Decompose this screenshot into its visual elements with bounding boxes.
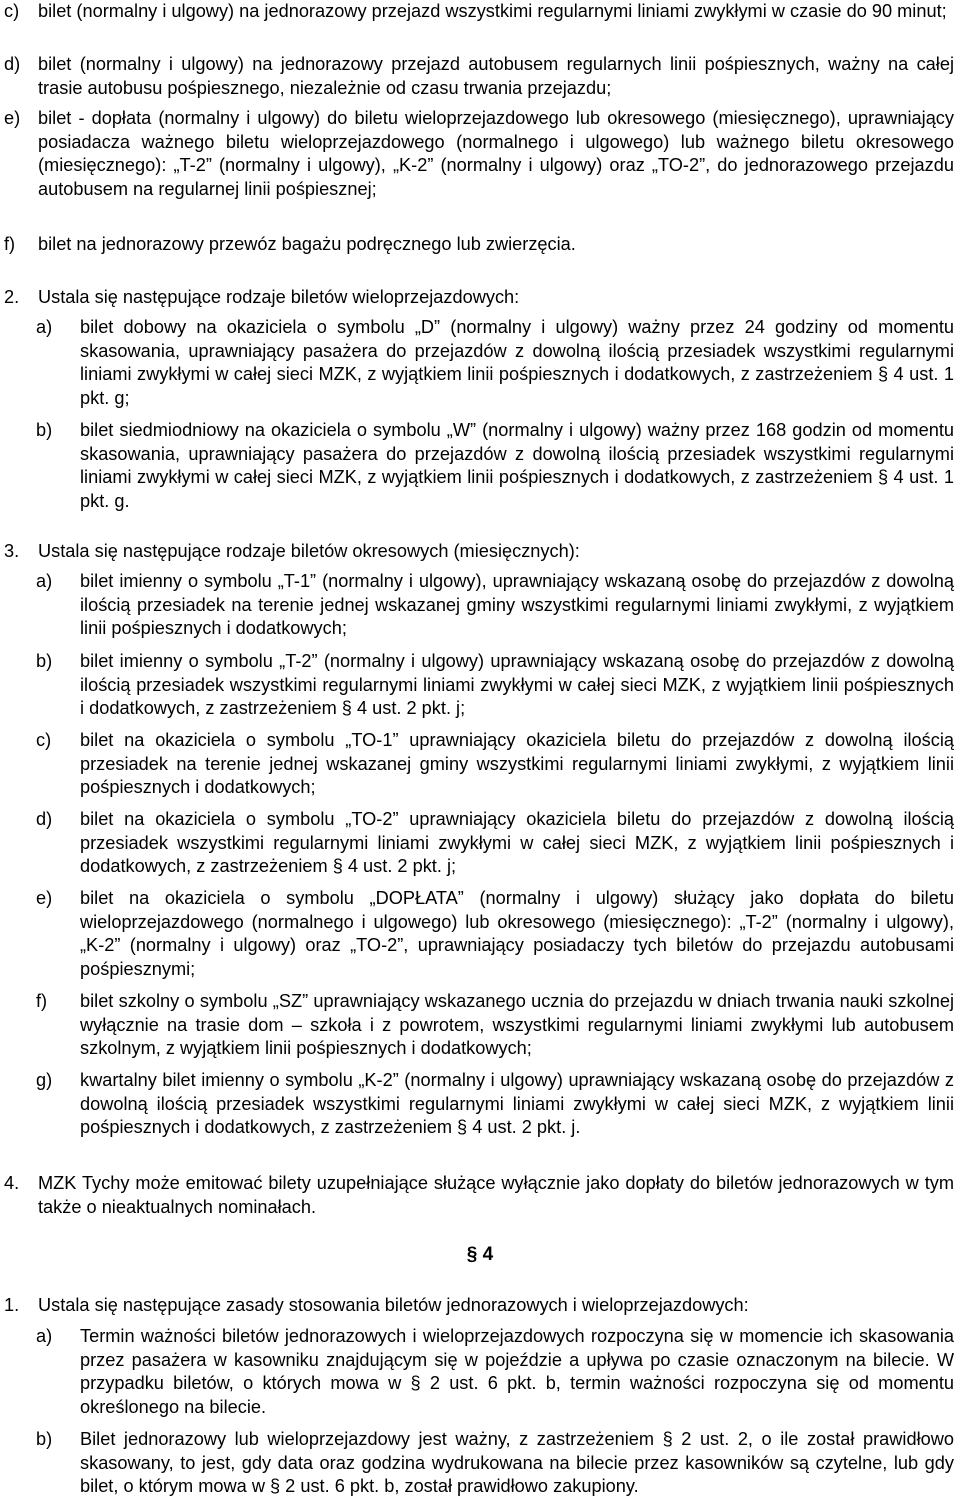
point-number: 4. xyxy=(4,1173,20,1193)
point-text: MZK Tychy może emitować bilety uzupełniające służące wyłącznie jako dopłaty do biletów jednorazowych w tym także o nieaktualnych nominałach. xyxy=(38,1173,954,1217)
point-number: 2. xyxy=(4,287,20,307)
item-label: f) xyxy=(36,991,48,1011)
item-text: bilet imienny o symbolu „T-2” (normalny i ulgowy) uprawniający wskazaną osobę do przejazdów z dowolną ilością przesiadek wszystkimi regularnymi liniami zwykłymi w całej sieci MZK, z wyjątkiem linii pośpiesznych i dodatkowych, z zastrzeżeniem § 4 ust. 2 pkt. j; xyxy=(80,651,954,718)
section-heading: § 4 xyxy=(466,1244,494,1265)
item-text: bilet na okaziciela o symbolu „TO-2” uprawniający okaziciela biletu do przejazdów z dowolną ilością przesiadek wszystkimi regularnymi liniami zwykłymi w całej sieci MZK, z wyjątkiem linii pośpiesznych i dodatkowych, z zastrzeżeniem § 4 ust. 2 pkt. j; xyxy=(80,809,954,876)
point-text: Ustala się następujące rodzaje biletów wieloprzejazdowych: xyxy=(38,287,520,307)
point-text: Ustala się następujące zasady stosowania biletów jednorazowych i wieloprzejazdowych: xyxy=(38,1295,749,1315)
item-label: a) xyxy=(36,1326,53,1346)
item-label: f) xyxy=(4,234,16,254)
item-text: bilet imienny o symbolu „T-1” (normalny i ulgowy), uprawniający wskazaną osobę do przejazdów z dowolną ilością przesiadek na terenie jednej wskazanej gminy wszystkimi regularnymi liniami zwykłymi, z wyjątkiem linii pośpiesznych i dodatkowych; xyxy=(80,571,954,638)
item-text: kwartalny bilet imienny o symbolu „K-2” (normalny i ulgowy) uprawniający wskazaną osobę do przejazdów z dowolną ilością przesiadek wszystkimi regularnymi liniami zwykłymi w całej sieci MZK, z wyjątkiem linii pośpiesznych i dodatkowych, z zastrzeżeniem § 4 ust. 2 pkt. j. xyxy=(80,1070,954,1137)
item-label: e) xyxy=(36,888,53,908)
item-text: bilet szkolny o symbolu „SZ” uprawniający wskazanego ucznia do przejazdu w dniach trwania nauki szkolnej wyłącznie na trasie dom – szkoła i z powrotem, wszystkimi regularnymi liniami zwykłymi lub autobusem szkolnym, z wyjątkiem linii pośpiesznych i dodatkowych; xyxy=(80,991,954,1058)
item-label: b) xyxy=(36,651,53,671)
item-label: a) xyxy=(36,317,53,337)
item-label: b) xyxy=(36,420,53,440)
item-label: g) xyxy=(36,1070,53,1090)
item-text: Bilet jednorazowy lub wieloprzejazdowy jest ważny, z zastrzeżeniem § 2 ust. 2, o ile został prawidłowo skasowany, to jest, gdy data oraz godzina wydrukowana na bilecie przez kasowników są czytelne, lub gdy bilet, o którym mowa w § 2 ust. 6 pkt. b, został prawidłowo zakupiony. xyxy=(80,1429,954,1496)
item-text: bilet - dopłata (normalny i ulgowy) do biletu wieloprzejazdowego lub okresowego (miesięcznego), uprawniający posiadacza ważnego biletu wieloprzejazdowego (normalnego i ulgowego) lub ważnego biletu okresowego (miesięcznego): „T-2” (normalny i ulgowy), „K-2” (normalny i ulgowy) oraz „TO-2”, do jednorazowego przejazdu autobusem na regularnej linii pośpiesznej; xyxy=(38,108,954,199)
item-label: a) xyxy=(36,571,53,591)
item-text: bilet (normalny i ulgowy) na jednorazowy przejazd wszystkimi regularnymi liniami zwykłymi w czasie do 90 minut; xyxy=(38,1,947,21)
item-text: bilet dobowy na okaziciela o symbolu „D” (normalny i ulgowy) ważny przez 24 godziny od momentu skasowania, uprawniający pasażera do przejazdów z dowolną ilością przesiadek wszystkimi regularnymi liniami zwykłymi w całej sieci MZK, z wyjątkiem linii pośpiesznych i dodatkowych, z zastrzeżeniem § 4 ust. 1 pkt. g; xyxy=(80,317,954,408)
item-label: c) xyxy=(36,730,52,750)
item-label: c) xyxy=(4,1,20,21)
point-number: 3. xyxy=(4,541,20,561)
item-text: bilet na okaziciela o symbolu „TO-1” uprawniający okaziciela biletu do przejazdów z dowolną ilością przesiadek na terenie jednej wskazanej gminy wszystkimi regularnymi liniami zwykłymi, z wyjątkiem linii pośpiesznych i dodatkowych; xyxy=(80,730,954,797)
item-label: d) xyxy=(4,54,21,74)
item-label: d) xyxy=(36,809,53,829)
item-text: Termin ważności biletów jednorazowych i wieloprzejazdowych rozpoczyna się w momencie ich skasowania przez pasażera w kasowniku znajdującym się w pojeździe a upływa po czasie oznaczonym na bilecie. W przypadku biletów, o których mowa w § 2 ust. 6 pkt. b, termin ważności rozpoczyna się od momentu określonego na bilecie. xyxy=(80,1326,954,1417)
point-text: Ustala się następujące rodzaje biletów okresowych (miesięcznych): xyxy=(38,541,580,561)
item-text: bilet (normalny i ulgowy) na jednorazowy przejazd autobusem regularnych linii pośpiesznych, ważny na całej trasie autobusu pośpiesznego, niezależnie od czasu trwania przejazdu; xyxy=(38,54,954,98)
item-text: bilet siedmiodniowy na okaziciela o symbolu „W” (normalny i ulgowy) ważny przez 168 godzin od momentu skasowania, uprawniający pasażera do przejazdów z dowolną ilością przesiadek wszystkimi regularnymi liniami zwykłymi w całej sieci MZK, z wyjątkiem linii pośpiesznych i dodatkowych, z zastrzeżeniem § 4 ust. 1 pkt. g. xyxy=(80,420,954,511)
item-text: bilet na okaziciela o symbolu „DOPŁATA” (normalny i ulgowy) służący jako dopłata do biletu wieloprzejazdowego (normalnego i ulgowego) lub okresowego (miesięcznego): „T-2” (normalny i ulgowy), „K-2” (normalny i ulgowy) oraz „TO-2”, uprawniający posiadaczy tych biletów do przejazdu autobusami pośpiesznymi; xyxy=(80,888,954,979)
item-label: b) xyxy=(36,1429,53,1449)
point-number: 1. xyxy=(4,1295,20,1315)
item-label: e) xyxy=(4,108,21,128)
item-text: bilet na jednorazowy przewóz bagażu podręcznego lub zwierzęcia. xyxy=(38,234,576,254)
